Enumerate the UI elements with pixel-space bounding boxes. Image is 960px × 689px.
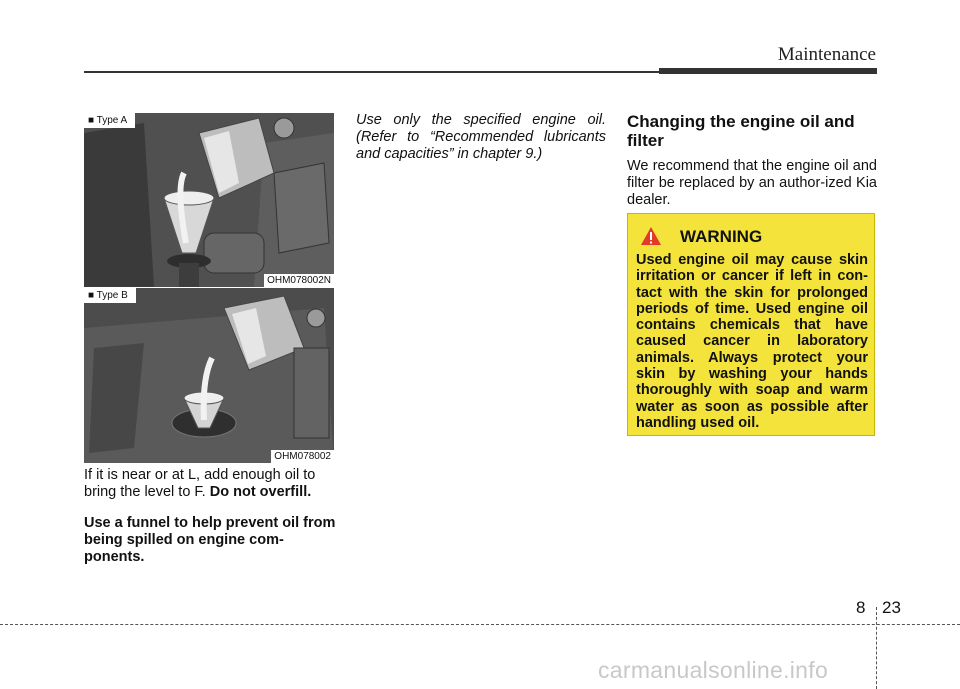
fill-instruction [84,467,336,501]
section-heading: Changing the engine oil and filter [627,112,855,150]
warning-box [627,213,875,436]
column-2-text [356,112,606,163]
header-rule [84,71,659,73]
page-separator [876,607,877,689]
do-not-overfill: Do not overfill. [209,484,312,500]
funnel-instruction: Use a funnel to help prevent oil from being spilled on engine com-ponents. [84,515,336,565]
engine-illustration-b [84,288,334,463]
type-a-label: ■ Type A [84,113,135,128]
engine-illustration-a [84,113,334,287]
warning-triangle-icon [640,226,662,246]
header-rule-accent [659,68,877,74]
warning-title: WARNING [680,227,763,246]
watermark: carmanualsonline.info [598,657,829,683]
type-b-label: ■ Type B [84,288,136,303]
section-body: We recommend that the engine oil and filter be replaced by an author-ized Kia dealer. [627,158,877,208]
specified-oil-note: Use only the specified engine oil. (Refer to “Recommended lubricants and capacities” in chapter 9.) [356,112,606,162]
column-3 [627,112,877,209]
image-code-a: OHM078002N [264,274,334,287]
image-code-b: OHM078002 [271,450,334,463]
fill-instruction-text: If it is near or at L, add enough oil to bring the level to F. [84,467,316,500]
engine-photo-type-b [84,288,334,463]
section-title: Maintenance [777,44,876,65]
column-1-text [84,467,336,580]
page-number: 23 [882,598,901,617]
engine-photo-type-a [84,113,334,287]
chapter-number: 8 [856,598,866,617]
warning-body: Used engine oil may cause skin irritation or cancer if left in con-tact with the skin for prolonged periods of time. Used engine oil contains chemicals that have caused cancer in laboratory animals. Always protect your skin by washing your hands thoroughly with soap and warm water as soon as possible after handling used oil. [636,252,868,431]
footer-rule [0,624,960,625]
